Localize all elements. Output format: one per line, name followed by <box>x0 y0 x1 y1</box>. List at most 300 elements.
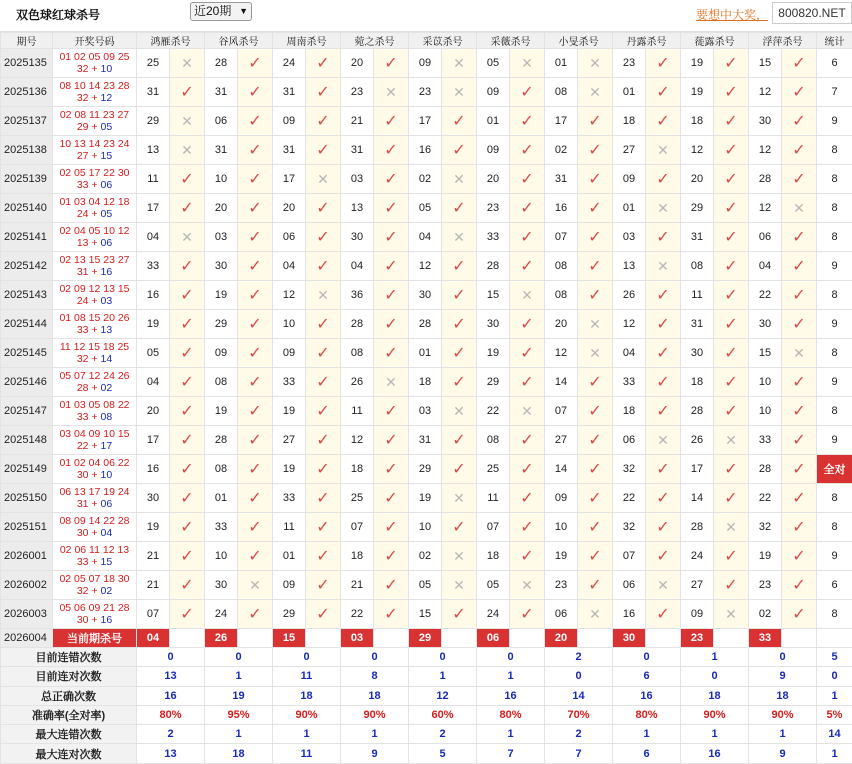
result-mark <box>782 194 817 223</box>
check-mark-icon: ✓ <box>656 461 669 478</box>
check-mark-icon: ✓ <box>520 258 533 275</box>
stat-value: 0 <box>477 648 545 667</box>
kill-number: 16 <box>545 194 578 223</box>
result-mark <box>714 397 749 426</box>
check-mark-icon: ✓ <box>724 229 737 246</box>
result-mark <box>442 310 477 339</box>
plus-sign: + <box>89 208 101 220</box>
check-mark-icon: ✓ <box>248 113 261 130</box>
kill-number: 28 <box>681 397 714 426</box>
check-mark-icon: ✓ <box>520 113 533 130</box>
result-mark <box>646 513 681 542</box>
current-kill-number: 33 <box>749 629 782 648</box>
result-mark <box>646 455 681 484</box>
result-mark <box>782 397 817 426</box>
result-mark <box>714 455 749 484</box>
check-mark-icon: ✓ <box>724 113 737 130</box>
period-cell: 2025142 <box>1 252 53 281</box>
kill-number: 27 <box>613 136 646 165</box>
kill-number: 07 <box>545 397 578 426</box>
check-mark-icon: ✓ <box>724 142 737 159</box>
stat-value: 1 <box>681 648 749 667</box>
blue-ball: 13 <box>100 324 112 336</box>
result-mark <box>238 107 273 136</box>
result-mark <box>646 339 681 368</box>
kill-number: 08 <box>545 281 578 310</box>
stat-value: 16 <box>137 686 205 705</box>
correct-count: 9 <box>817 252 852 281</box>
blue-ball: 14 <box>100 353 112 365</box>
result-mark <box>374 107 409 136</box>
result-mark <box>306 107 341 136</box>
draw-numbers <box>53 368 137 397</box>
result-mark <box>238 571 273 600</box>
result-mark <box>238 165 273 194</box>
check-mark-icon: ✓ <box>792 258 805 275</box>
correct-count: 9 <box>817 368 852 397</box>
check-mark-icon: ✓ <box>792 55 805 72</box>
blue-ball: 08 <box>100 411 112 423</box>
check-mark-icon: ✓ <box>248 258 261 275</box>
result-mark <box>510 223 545 252</box>
result-mark <box>510 339 545 368</box>
kill-number: 33 <box>205 513 238 542</box>
kill-number: 29 <box>477 368 510 397</box>
col-header-expert: 周南杀号 <box>273 33 341 49</box>
kill-number: 20 <box>681 165 714 194</box>
correct-count: 6 <box>817 571 852 600</box>
blue-ball: 15 <box>100 556 112 568</box>
table-row <box>1 426 852 455</box>
cross-mark-icon: ✕ <box>453 490 465 506</box>
plus-sign: + <box>89 411 101 423</box>
check-mark-icon: ✓ <box>384 171 397 188</box>
result-mark <box>238 310 273 339</box>
result-mark <box>306 397 341 426</box>
cross-mark-icon: ✕ <box>521 287 533 303</box>
check-mark-icon: ✓ <box>248 374 261 391</box>
result-mark <box>170 600 205 629</box>
stat-label: 总正确次数 <box>1 686 137 705</box>
empty-cell <box>646 629 681 648</box>
kill-number: 01 <box>613 78 646 107</box>
kill-number: 01 <box>205 484 238 513</box>
kill-number: 22 <box>341 600 374 629</box>
kill-number: 23 <box>749 571 782 600</box>
empty-cell <box>817 629 852 648</box>
kill-number: 18 <box>477 542 510 571</box>
correct-count: 8 <box>817 484 852 513</box>
draw-numbers <box>53 281 137 310</box>
kill-number: 09 <box>409 49 442 78</box>
kill-number: 03 <box>409 397 442 426</box>
stat-value: 16 <box>681 744 749 763</box>
result-mark <box>782 339 817 368</box>
correct-count: 8 <box>817 194 852 223</box>
check-mark-icon: ✓ <box>724 200 737 217</box>
check-mark-icon: ✓ <box>724 258 737 275</box>
kill-number: 28 <box>409 310 442 339</box>
plus-sign: + <box>89 266 101 278</box>
plus-sign: + <box>89 295 101 307</box>
result-mark <box>782 107 817 136</box>
kill-number: 18 <box>681 368 714 397</box>
correct-count: 9 <box>817 542 852 571</box>
current-kill-number: 26 <box>205 629 238 648</box>
kill-number: 33 <box>273 368 306 397</box>
promo-link[interactable]: 要想中大奖， <box>696 6 768 23</box>
result-mark <box>578 223 613 252</box>
result-mark <box>238 252 273 281</box>
draw-numbers <box>53 107 137 136</box>
top-bar <box>0 0 852 32</box>
result-mark <box>510 252 545 281</box>
check-mark-icon: ✓ <box>384 200 397 217</box>
kill-number: 21 <box>137 542 170 571</box>
result-mark <box>306 281 341 310</box>
check-mark-icon: ✓ <box>180 519 193 536</box>
kill-number: 36 <box>341 281 374 310</box>
check-mark-icon: ✓ <box>384 403 397 420</box>
table-row <box>1 281 852 310</box>
kill-number: 19 <box>681 49 714 78</box>
blue-ball: 05 <box>100 208 112 220</box>
cross-mark-icon: ✕ <box>385 84 397 100</box>
period-cell: 2025146 <box>1 368 53 397</box>
kill-number: 33 <box>137 252 170 281</box>
result-mark <box>714 426 749 455</box>
plus-sign: + <box>89 150 101 162</box>
kill-number: 13 <box>137 136 170 165</box>
result-mark <box>238 542 273 571</box>
col-header-expert: 鸿雁杀号 <box>137 33 205 49</box>
check-mark-icon: ✓ <box>180 403 193 420</box>
stat-value: 0 <box>545 667 613 686</box>
check-mark-icon: ✓ <box>724 316 737 333</box>
check-mark-icon: ✓ <box>248 345 261 362</box>
plus-sign: + <box>89 440 101 452</box>
plus-sign: + <box>89 614 101 626</box>
check-mark-icon: ✓ <box>248 490 261 507</box>
col-header-expert: 浮萍杀号 <box>749 33 817 49</box>
stat-value: 11 <box>273 667 341 686</box>
result-mark <box>238 484 273 513</box>
draw-numbers <box>53 136 137 165</box>
kill-number: 19 <box>681 78 714 107</box>
kill-number: 33 <box>613 368 646 397</box>
kill-number: 01 <box>273 542 306 571</box>
table-row <box>1 484 852 513</box>
kill-number: 28 <box>205 426 238 455</box>
kill-number: 14 <box>545 368 578 397</box>
stat-value: 13 <box>137 667 205 686</box>
empty-cell <box>374 629 409 648</box>
result-mark <box>578 600 613 629</box>
stat-value: 0 <box>137 648 205 667</box>
kill-number: 06 <box>545 600 578 629</box>
check-mark-icon: ✓ <box>180 606 193 623</box>
check-mark-icon: ✓ <box>248 548 261 565</box>
kill-number: 22 <box>613 484 646 513</box>
stat-value: 0 <box>749 648 817 667</box>
stat-value: 7 <box>477 744 545 763</box>
result-mark <box>510 78 545 107</box>
plus-sign: + <box>89 585 101 597</box>
cross-mark-icon: ✕ <box>453 55 465 71</box>
kill-number: 29 <box>681 194 714 223</box>
kill-number: 21 <box>341 107 374 136</box>
site-badge[interactable]: 800820.NET <box>772 2 852 24</box>
stat-value: 18 <box>273 686 341 705</box>
red-balls: 08 10 14 23 28 32 <box>59 80 129 104</box>
check-mark-icon: ✓ <box>656 374 669 391</box>
blue-ball: 16 <box>100 614 112 626</box>
plus-sign: + <box>89 63 101 75</box>
check-mark-icon: ✓ <box>656 490 669 507</box>
red-balls: 02 13 15 23 27 31 <box>59 254 129 278</box>
result-mark <box>510 194 545 223</box>
table-row <box>1 368 852 397</box>
result-mark <box>646 310 681 339</box>
check-mark-icon: ✓ <box>384 55 397 72</box>
kill-number: 20 <box>341 49 374 78</box>
check-mark-icon: ✓ <box>792 171 805 188</box>
draw-numbers <box>53 571 137 600</box>
kill-number: 32 <box>749 513 782 542</box>
stat-value: 1 <box>273 725 341 744</box>
kill-number: 30 <box>749 310 782 339</box>
cross-mark-icon: ✕ <box>453 577 465 593</box>
result-mark <box>374 542 409 571</box>
draw-numbers <box>53 49 137 78</box>
result-mark <box>646 165 681 194</box>
stat-value: 9 <box>749 667 817 686</box>
kill-number: 28 <box>749 165 782 194</box>
kill-number: 09 <box>273 571 306 600</box>
red-balls: 01 03 04 12 18 24 <box>59 196 129 220</box>
draw-numbers <box>53 165 137 194</box>
stat-value: 8 <box>341 667 409 686</box>
kill-number: 22 <box>477 397 510 426</box>
kill-number: 31 <box>681 310 714 339</box>
kill-number: 16 <box>137 281 170 310</box>
table-row <box>1 223 852 252</box>
result-mark <box>306 310 341 339</box>
result-mark <box>646 49 681 78</box>
kill-number: 03 <box>613 223 646 252</box>
kill-number: 01 <box>545 49 578 78</box>
result-mark <box>510 600 545 629</box>
kill-number: 25 <box>477 455 510 484</box>
check-mark-icon: ✓ <box>452 287 465 304</box>
check-mark-icon: ✓ <box>520 200 533 217</box>
result-mark <box>238 339 273 368</box>
kill-number: 24 <box>205 600 238 629</box>
draw-numbers <box>53 426 137 455</box>
result-mark <box>238 49 273 78</box>
result-mark <box>374 49 409 78</box>
kill-number: 09 <box>681 600 714 629</box>
red-balls: 02 05 07 18 30 32 <box>59 573 129 597</box>
cross-mark-icon: ✕ <box>181 113 193 129</box>
check-mark-icon: ✓ <box>656 113 669 130</box>
kill-number: 10 <box>273 310 306 339</box>
cross-mark-icon: ✕ <box>793 200 805 216</box>
result-mark <box>578 252 613 281</box>
result-mark <box>170 310 205 339</box>
kill-number: 08 <box>205 455 238 484</box>
result-mark <box>170 455 205 484</box>
cross-mark-icon: ✕ <box>589 55 601 71</box>
result-mark <box>442 426 477 455</box>
kill-number: 20 <box>273 194 306 223</box>
check-mark-icon: ✓ <box>792 374 805 391</box>
kill-number: 10 <box>749 368 782 397</box>
result-mark <box>782 281 817 310</box>
result-mark <box>170 107 205 136</box>
result-mark <box>170 426 205 455</box>
result-mark <box>306 426 341 455</box>
result-mark <box>714 513 749 542</box>
col-header-expert: 菀之杀号 <box>341 33 409 49</box>
stat-value: 90% <box>273 705 341 724</box>
blue-ball: 16 <box>100 266 112 278</box>
check-mark-icon: ✓ <box>316 200 329 217</box>
kill-number: 32 <box>613 455 646 484</box>
stat-value: 0 <box>681 667 749 686</box>
period-cell: 2025149 <box>1 455 53 484</box>
current-kill-number: 04 <box>137 629 170 648</box>
check-mark-icon: ✓ <box>520 606 533 623</box>
check-mark-icon: ✓ <box>724 490 737 507</box>
kill-number: 28 <box>681 513 714 542</box>
check-mark-icon: ✓ <box>588 519 601 536</box>
result-mark <box>170 78 205 107</box>
check-mark-icon: ✓ <box>792 84 805 101</box>
kill-number: 19 <box>545 542 578 571</box>
kill-number: 18 <box>341 455 374 484</box>
empty-cell <box>238 629 273 648</box>
check-mark-icon: ✓ <box>452 432 465 449</box>
result-mark <box>238 78 273 107</box>
stat-label: 最大连错次数 <box>1 725 137 744</box>
kill-number: 08 <box>205 368 238 397</box>
result-mark <box>578 78 613 107</box>
result-mark <box>714 368 749 397</box>
page-title: 双色球红球杀号 <box>16 6 100 23</box>
stat-value: 18 <box>749 686 817 705</box>
check-mark-icon: ✓ <box>316 84 329 101</box>
stat-label: 最大连对次数 <box>1 744 137 763</box>
stat-value: 0 <box>205 648 273 667</box>
correct-count: 9 <box>817 107 852 136</box>
check-mark-icon: ✓ <box>792 519 805 536</box>
cross-mark-icon: ✕ <box>385 374 397 390</box>
cross-mark-icon: ✕ <box>521 403 533 419</box>
result-mark <box>782 600 817 629</box>
table-row <box>1 571 852 600</box>
kill-number: 07 <box>341 513 374 542</box>
stat-value: 80% <box>137 705 205 724</box>
kill-number: 18 <box>613 397 646 426</box>
result-mark <box>578 571 613 600</box>
kill-number: 31 <box>137 78 170 107</box>
chevron-down-icon: ▼ <box>239 3 248 20</box>
result-mark <box>170 397 205 426</box>
result-mark <box>714 542 749 571</box>
current-kill-number: 15 <box>273 629 306 648</box>
kill-number: 11 <box>137 165 170 194</box>
result-mark <box>170 542 205 571</box>
stat-total: 0 <box>817 667 852 686</box>
stat-value: 90% <box>681 705 749 724</box>
draw-numbers <box>53 484 137 513</box>
range-select[interactable] <box>190 2 252 21</box>
kill-number: 22 <box>749 484 782 513</box>
period-cell: 2025150 <box>1 484 53 513</box>
period-cell: 2026002 <box>1 571 53 600</box>
check-mark-icon: ✓ <box>520 490 533 507</box>
plus-sign: + <box>89 324 101 336</box>
kill-number: 31 <box>273 78 306 107</box>
stat-value: 18 <box>205 744 273 763</box>
result-mark <box>374 513 409 542</box>
result-mark <box>578 165 613 194</box>
result-mark <box>510 165 545 194</box>
check-mark-icon: ✓ <box>520 142 533 159</box>
col-header-period: 期号 <box>1 33 53 49</box>
result-mark <box>510 368 545 397</box>
cross-mark-icon: ✕ <box>657 200 669 216</box>
check-mark-icon: ✓ <box>248 55 261 72</box>
kill-number: 19 <box>205 397 238 426</box>
result-mark <box>714 484 749 513</box>
cross-mark-icon: ✕ <box>521 577 533 593</box>
cross-mark-icon: ✕ <box>317 287 329 303</box>
table-row <box>1 136 852 165</box>
kill-number: 23 <box>545 571 578 600</box>
kill-number: 05 <box>409 194 442 223</box>
check-mark-icon: ✓ <box>180 548 193 565</box>
kill-number: 33 <box>477 223 510 252</box>
kill-number: 06 <box>273 223 306 252</box>
table-row <box>1 542 852 571</box>
check-mark-icon: ✓ <box>384 519 397 536</box>
check-mark-icon: ✓ <box>588 287 601 304</box>
result-mark <box>578 339 613 368</box>
stat-value: 16 <box>477 686 545 705</box>
kill-number: 04 <box>749 252 782 281</box>
result-mark <box>646 368 681 397</box>
result-mark <box>238 136 273 165</box>
plus-sign: + <box>89 237 101 249</box>
result-mark <box>238 513 273 542</box>
result-mark <box>306 600 341 629</box>
check-mark-icon: ✓ <box>384 113 397 130</box>
kill-number: 19 <box>749 542 782 571</box>
kill-number: 20 <box>545 310 578 339</box>
check-mark-icon: ✓ <box>180 345 193 362</box>
result-mark <box>442 78 477 107</box>
result-mark <box>646 397 681 426</box>
result-mark <box>578 194 613 223</box>
check-mark-icon: ✓ <box>452 113 465 130</box>
kill-number: 04 <box>137 223 170 252</box>
kill-number: 31 <box>205 136 238 165</box>
result-mark <box>306 194 341 223</box>
result-mark <box>782 136 817 165</box>
blue-ball: 15 <box>100 150 112 162</box>
